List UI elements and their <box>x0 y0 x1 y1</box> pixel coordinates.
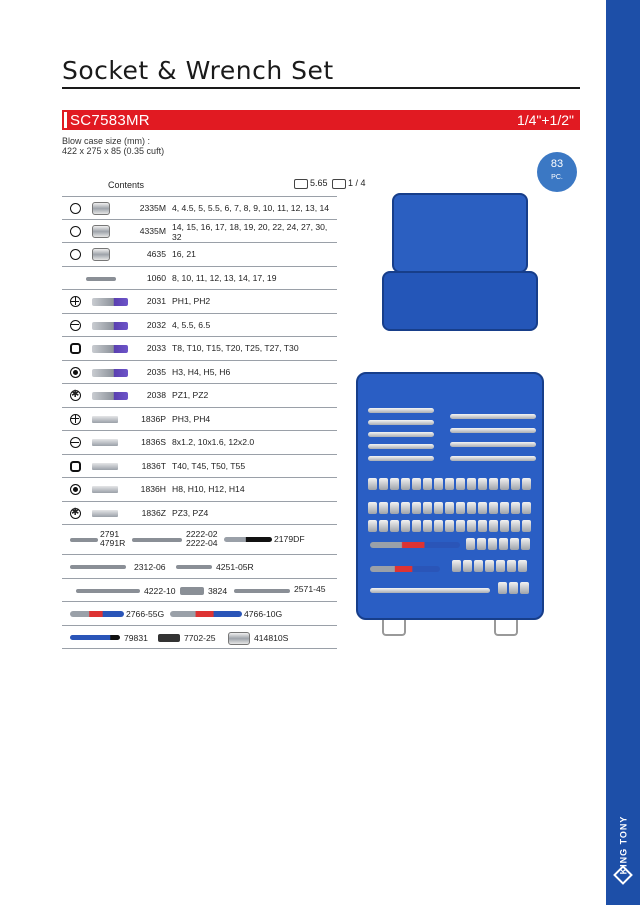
item-sizes: PH1, PH2 <box>172 296 211 306</box>
socket-icon <box>92 225 110 238</box>
wrench-icon <box>86 277 116 281</box>
item-sizes: 8x1.2, 10x1.6, 12x2.0 <box>172 437 255 447</box>
insert-bit-icon <box>92 463 118 470</box>
torx-icon <box>70 461 81 472</box>
pozidriv-icon <box>70 508 81 519</box>
pozidriv-icon <box>70 390 81 401</box>
table-row <box>62 243 337 267</box>
blow-case <box>356 372 544 620</box>
item-sizes: H8, H10, H12, H14 <box>172 484 245 494</box>
wrench-icon <box>450 442 536 447</box>
item-sizes: PZ3, PZ4 <box>172 507 209 518</box>
contents-label: Contents <box>108 180 145 190</box>
socket-row <box>368 520 531 532</box>
item-sizes: 4, 4.5, 5, 5.5, 6, 7, 8, 9, 10, 11, 12, 13, 14 <box>172 203 330 213</box>
insert-bit-icon <box>92 510 118 517</box>
table-row <box>62 267 337 291</box>
case-latch <box>494 620 518 636</box>
spark-plug-socket-icon <box>92 248 110 261</box>
hex-key-icon <box>70 484 81 495</box>
piece-count-badge <box>537 152 577 192</box>
socket-row <box>368 502 531 514</box>
ratchet-handle-icon <box>170 611 242 617</box>
item-code: 1836Z <box>141 507 166 518</box>
accessory-code: 414810S <box>254 632 289 643</box>
item-code: 1836S <box>141 437 166 447</box>
title-rule <box>62 87 580 89</box>
hex-socket-icon <box>70 203 81 214</box>
table-row <box>62 220 337 244</box>
ratchet-handle-icon <box>370 542 460 548</box>
item-code: 2335M <box>139 203 166 213</box>
flex-bar-icon <box>234 589 290 593</box>
piece-count: 83 <box>550 158 564 170</box>
accessory-code: 2766-55G <box>126 609 165 619</box>
slotted-icon <box>70 437 81 448</box>
accessory-code: 4251-05R <box>216 562 254 572</box>
contents-table <box>62 196 337 649</box>
accessory-code: 3824 <box>208 585 228 596</box>
model-bar <box>62 110 580 130</box>
universal-joint-icon <box>70 538 98 542</box>
open-case-photo <box>382 193 538 341</box>
insert-bit-icon <box>92 486 118 493</box>
bit-driver-icon <box>70 635 120 640</box>
item-code: 2031 <box>146 296 166 306</box>
wrench-icon <box>368 444 434 449</box>
phillips-icon <box>70 296 81 307</box>
accessory-row <box>62 626 337 650</box>
accessory-code: 2179DF <box>274 534 305 544</box>
item-code: 1836H <box>140 484 166 494</box>
item-code: 1836P <box>141 413 166 424</box>
extension-bar-icon <box>132 538 182 542</box>
extension-bar-icon <box>370 588 490 593</box>
torx-icon <box>70 343 81 354</box>
item-sizes: PZ1, PZ2 <box>172 390 209 400</box>
brand-label: KING TONY <box>618 815 628 875</box>
model-code: SC7583MR <box>70 111 150 129</box>
item-sizes: 14, 15, 16, 17, 18, 19, 20, 22, 24, 27, 30, 32 <box>172 221 328 242</box>
insert-bit-icon <box>92 439 118 446</box>
extension-bar-icon <box>176 565 212 569</box>
hex-socket-icon <box>70 249 81 260</box>
weight: 5.65 <box>294 178 328 189</box>
table-row <box>62 196 337 220</box>
accessory-row <box>62 525 337 555</box>
wrench-icon <box>450 414 536 419</box>
wrench-icon <box>368 432 434 437</box>
item-code: 2033 <box>146 343 166 353</box>
accessory-code: 4766-10G <box>244 609 283 619</box>
socket-row <box>498 582 529 594</box>
item-code: 2035 <box>146 366 166 377</box>
adapter-icon <box>180 587 204 595</box>
bit-holder-icon <box>158 634 180 642</box>
accessory-code: 2571-45 <box>294 583 326 594</box>
accessory-code: 2312-06 <box>134 562 166 572</box>
wrench-icon <box>450 428 536 433</box>
socket-icon <box>228 632 250 645</box>
accessory-row <box>62 579 337 603</box>
socket-icon <box>92 202 110 215</box>
table-row <box>62 290 337 314</box>
item-sizes: T40, T45, T50, T55 <box>172 460 246 471</box>
table-row <box>62 384 337 408</box>
table-row <box>62 361 337 385</box>
wrench-icon <box>368 420 434 425</box>
socket-row <box>466 538 530 550</box>
accessory-code: 2222-02 2222-04 <box>186 529 218 548</box>
accessory-code: 79831 <box>124 632 148 643</box>
insert-bit-icon <box>92 416 118 423</box>
table-row <box>62 478 337 502</box>
piece-unit: PC. <box>551 174 563 181</box>
page-title: Socket & Wrench Set <box>62 56 334 85</box>
item-code: 1836T <box>141 460 166 471</box>
table-row <box>62 455 337 479</box>
item-sizes: PH3, PH4 <box>172 413 211 424</box>
hex-socket-icon <box>70 226 81 237</box>
slotted-icon <box>70 320 81 331</box>
table-row <box>62 502 337 526</box>
ratchet-handle-icon <box>370 566 440 572</box>
carton-icon <box>332 179 346 189</box>
table-row <box>62 408 337 432</box>
case-size-dims: 422 x 275 x 85 (0.35 cuft) <box>62 146 165 156</box>
table-row <box>62 314 337 338</box>
case-layout-photo <box>356 372 544 640</box>
extension-bar-icon <box>70 565 126 569</box>
item-sizes: T8, T10, T15, T20, T25, T27, T30 <box>172 343 299 353</box>
case-latch <box>382 620 406 636</box>
ratchet-handle-icon <box>70 611 124 617</box>
drive-size: 1/4"+1/2" <box>516 112 574 128</box>
accessory-row <box>62 602 337 626</box>
accessory-code: 2791 4791R <box>100 529 126 548</box>
bit-row <box>368 478 531 490</box>
scale-icon <box>294 179 308 189</box>
wrench-icon <box>368 408 434 413</box>
item-code: 4335M <box>139 225 166 236</box>
accessory-code: 4222-10 <box>144 585 176 596</box>
table-row <box>62 431 337 455</box>
phillips-icon <box>70 414 81 425</box>
item-code: 2038 <box>146 390 166 400</box>
item-sizes: 8, 10, 11, 12, 13, 14, 17, 19 <box>172 272 277 283</box>
wrench-icon <box>368 456 434 461</box>
case-lid <box>392 193 528 273</box>
item-code: 4635 <box>146 249 166 259</box>
item-code: 1060 <box>146 272 166 283</box>
item-sizes: 4, 5.5, 6.5 <box>172 319 211 330</box>
screwdriver-icon <box>224 537 272 542</box>
accessory-code: 7702-25 <box>184 632 216 643</box>
carton-qty: 1 / 4 <box>332 178 366 189</box>
item-sizes: H3, H4, H5, H6 <box>172 366 231 377</box>
case-base <box>382 271 538 331</box>
case-size-label: Blow case size (mm) : <box>62 136 151 146</box>
contents-header <box>62 175 366 197</box>
extension-bar-icon <box>76 589 140 593</box>
socket-row <box>452 560 527 572</box>
item-code: 2032 <box>146 319 166 330</box>
accessory-row <box>62 555 337 579</box>
hex-key-icon <box>70 367 81 378</box>
case-size <box>62 136 164 156</box>
item-sizes: 16, 21 <box>172 249 196 259</box>
brand-sidebar <box>606 0 640 905</box>
wrench-icon <box>450 456 536 461</box>
table-row <box>62 337 337 361</box>
